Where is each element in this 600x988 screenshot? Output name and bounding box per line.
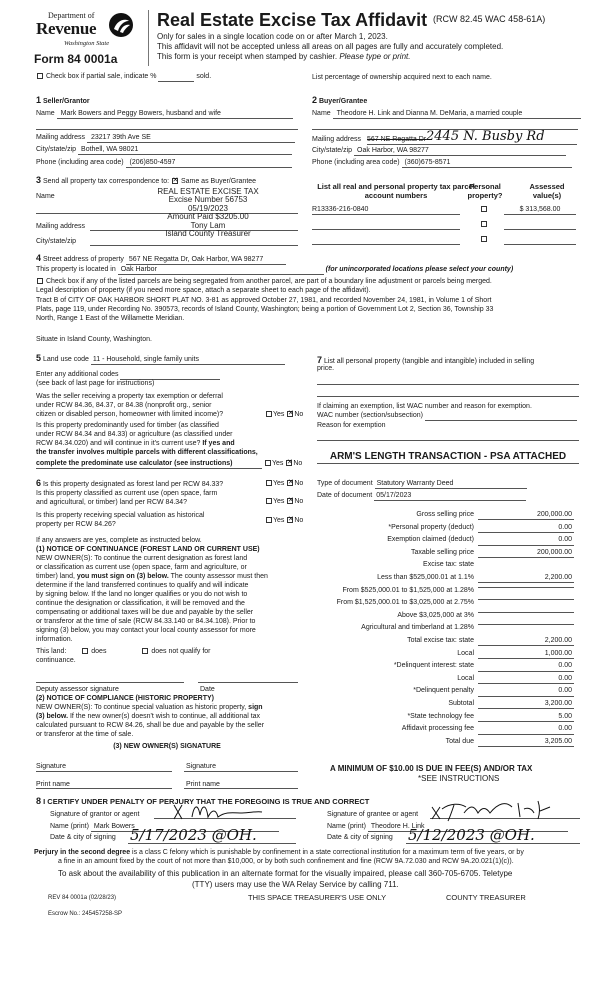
answers-note: If any answers are yes, complete as instructed below. (36, 537, 202, 544)
calc-label: Local (457, 649, 474, 657)
doc-type-label: Type of document (317, 480, 373, 487)
timber-q-c: RCW 84.34.020) and will continue in it's current use? (36, 440, 201, 447)
grantor-name-label: Name (print) (50, 823, 89, 830)
alternate-format-1: To ask about the availability of this publication in an alternate format for the visually impaired, please call 360-705-6705. Teletype (58, 869, 513, 878)
grantor-name-field[interactable]: Mark Bowers (91, 823, 279, 832)
located-field[interactable]: Oak Harbor (118, 266, 324, 275)
calc-label: *Delinquent interest: state (393, 662, 474, 670)
parcel-row (312, 206, 580, 218)
new-owner-signature-label-1: Signature (36, 763, 66, 770)
timber-q-a: Is this property predominantly used for timber (as classified (36, 422, 219, 429)
buyer-city-field[interactable]: Oak Harbor, WA 98277 (354, 147, 566, 156)
calc-label: Local (457, 674, 474, 682)
calc-value[interactable]: 200,000.00 (478, 549, 574, 558)
doc-type-field[interactable]: Statutory Warranty Deed (375, 480, 527, 489)
grantee-signature-icon (428, 797, 568, 823)
buyer-mail-handwritten: 2445 N. Busby Rd (426, 129, 545, 144)
deputy-signature-label: Deputy assessor signature (36, 686, 119, 693)
stamp-line-3: 05/19/2023 (187, 203, 229, 213)
buyer-name-label: Name (312, 110, 331, 117)
grantee-signature-label: Signature of grantee or agent (327, 811, 419, 818)
department-label: Department of (48, 11, 95, 20)
timber-q-b: under RCW 84.34 and 84.33) or agriculture (as classified under (36, 431, 233, 438)
land-use-field[interactable]: 11 - Household, single family units (91, 356, 285, 365)
segregation-label: Check box if any of the listed parcels are being segregated from another parcel, are part of a boundary line adjustment or parcels being merged. (45, 278, 492, 285)
seller-name-label: Name (36, 110, 55, 117)
header-note-3-italic: Please type or print. (339, 52, 411, 61)
calc-value[interactable]: 0.00 (478, 687, 574, 696)
buyer-name-field[interactable]: Theodore H. Link and Dianna M. DeMaria, a married couple (333, 110, 581, 119)
notice-1-line-7: compensating or additional taxes will be due and payable by the seller (36, 609, 254, 616)
perjury-line-1: is a class C felony which is punishable by confinement in a state correctional institution for a maximum term of five years, or by (132, 849, 524, 856)
calc-value[interactable]: 1,000.00 (478, 650, 574, 659)
notice-1-line-3c: The county assessor must then (170, 573, 268, 580)
parcel-value[interactable]: $ 313,568.00 (504, 206, 576, 215)
stamp-line-1: REAL ESTATE EXCISE TAX (157, 187, 259, 196)
timber-yes-checkbox[interactable] (265, 460, 271, 466)
calc-value[interactable]: 3,205.00 (478, 738, 574, 747)
stamp-line-2: Excise Number 56753 (168, 195, 248, 205)
historic-no-label: No (294, 517, 304, 524)
historic-q-a: Is this property receiving special valuation as historical (36, 512, 205, 519)
buyer-heading: Buyer/Grantee (318, 98, 368, 105)
land-use-label: Land use code (42, 356, 89, 363)
section-2-number: 2 (312, 95, 318, 105)
unincorporated-note: (for unincorporated locations please select your county) (325, 266, 514, 273)
correspondence-mail-label: Mailing address (36, 223, 86, 230)
header-note-1: Only for sales in a single location code on or after March 1, 2023. (157, 32, 388, 41)
calc-value[interactable]: 3,200.00 (478, 700, 574, 709)
perjury-bold: Perjury in the second degree (34, 849, 131, 856)
correspondence-label: Send all property tax correspondence to: (42, 178, 170, 185)
buyer-phone-label: Phone (including area code) (312, 159, 400, 166)
new-owner-signature-label-2: Signature (186, 763, 216, 770)
grantee-name-field[interactable]: Theodore H. Link (368, 823, 568, 832)
grantee-name-label: Name (print) (327, 823, 366, 830)
reason-label: Reason for exemption (317, 422, 386, 429)
perjury-line-2: a fine in an amount fixed by the court of not more than $10,000, or by both such confinement and fine (RCW 9A.72.030 and RCW 9A.20.021(1)(c)). (58, 858, 514, 865)
parcel-personal-checkbox-1[interactable] (481, 206, 487, 212)
does-qualify-checkbox[interactable] (82, 648, 88, 654)
seller-phone-field[interactable]: (206)850-4597 (126, 159, 292, 168)
exemption-no-label: No (294, 411, 304, 418)
grantor-date-label: Date & city of signing (50, 834, 116, 841)
calc-value[interactable] (478, 624, 574, 625)
calc-label: From $1,525,000.01 to $3,025,000 at 2.75% (336, 599, 474, 607)
notice-1-line-8: or transferor at the time of sale (RCW 84.33.140 or 84.34.108). Prior to (36, 618, 256, 625)
notice-1-line-3b: you must sign on (3) below. (76, 573, 169, 580)
grantee-date-handwritten: 5/12/2023 @OH. (408, 826, 535, 844)
stamp-line-6: Island County Treasurer (165, 228, 251, 238)
additional-codes-field[interactable] (120, 371, 220, 380)
partial-sale-checkbox[interactable] (37, 73, 43, 79)
same-as-buyer-checkbox[interactable] (172, 178, 178, 184)
this-land-label: This land: (36, 648, 67, 655)
exemption-q-1b: under RCW 84.36, 84.37, or 84.38 (nonprofit org., senior (36, 402, 212, 409)
arms-length-field[interactable] (317, 451, 579, 464)
same-as-buyer-label: Same as Buyer/Grantee (180, 178, 257, 185)
wac-field[interactable] (425, 412, 577, 421)
partial-percent-field[interactable] (158, 73, 194, 82)
calc-value[interactable]: 5.00 (478, 713, 574, 722)
notice-2-line-2b: If the new owner(s) doesn't wish to continue, all additional tax (69, 713, 261, 720)
calc-value[interactable] (478, 587, 574, 588)
stamp-line-5: Tony Lam (190, 220, 226, 230)
parcel-personal-checkbox-3[interactable] (481, 236, 487, 242)
section-7-number: 7 (317, 355, 323, 365)
doc-date-field[interactable]: 05/17/2023 (374, 492, 526, 501)
grantee-date-label: Date & city of signing (327, 834, 393, 841)
calc-value[interactable] (478, 599, 574, 600)
see-instructions: *SEE INSTRUCTIONS (418, 774, 500, 783)
notice-1-line-5: by signing below. If the land no longer qualifies or you do not wish to (36, 591, 248, 598)
certify-statement: I CERTIFY UNDER PENALTY OF PERJURY THAT THE FOREGOING IS TRUE AND CORRECT (43, 797, 370, 806)
alternate-format-2: (TTY) users may use the WA Relay Service by calling 711. (192, 880, 399, 889)
located-label: This property is located in (36, 266, 116, 273)
section-6-number: 6 (36, 478, 42, 488)
calc-label: Taxable selling price (410, 548, 474, 556)
calc-label: Total due (445, 737, 474, 745)
rcw-reference: (RCW 82.45 WAC 458-61A) (433, 14, 546, 24)
legal-description-2: Plats, page 119, under Recording No. 390573, records of Island County, Washington; being a portion of Government Lot 2, Section 36, Township 33 (36, 306, 494, 313)
doc-date-label: Date of document (317, 492, 373, 499)
grantor-signature-label: Signature of grantor or agent (50, 811, 140, 818)
notice-2-line-4: or transferor at the time of sale. (36, 731, 134, 738)
partial-sold-label: sold. (196, 73, 212, 80)
notice-2-line-3: calculated pursuant to RCW 84.26, shall be due and payable by the seller (36, 722, 265, 729)
buyer-city-label: City/state/zip (312, 147, 353, 154)
notice-1-line-10: information. (36, 636, 73, 643)
historic-yes-checkbox[interactable] (266, 517, 272, 523)
forest-no-label: No (294, 480, 304, 487)
notice-2-title: (2) NOTICE OF COMPLIANCE (HISTORIC PROPERTY) (36, 695, 214, 702)
section-1-number: 1 (36, 95, 42, 105)
legal-description-label: Legal description of property (if you need more space, attach a separate sheet to each page of the affidavit). (36, 287, 371, 294)
historic-yes-label: Yes (273, 517, 285, 524)
buyer-phone-field[interactable]: (360)675-8571 (402, 159, 572, 168)
deputy-date-label: Date (200, 686, 215, 693)
form-title: Real Estate Excise Tax Affidavit (157, 10, 428, 30)
header-note-2: This affidavit will not be accepted unless all areas on all pages are fully and accurately completed. (157, 42, 504, 51)
forest-q: Is this property designated as forest land per RCW 84.33? (42, 481, 224, 488)
calc-value[interactable]: 0.00 (478, 524, 574, 533)
treasurer-only: THIS SPACE TREASURER'S USE ONLY (248, 893, 387, 902)
seller-mail-field[interactable]: 23217 39th Ave SE (87, 134, 295, 143)
partial-sale-label: Check box if partial sale, indicate % (45, 73, 157, 80)
calc-label: Total excise tax: state (407, 637, 474, 644)
grantor-signature-icon (170, 799, 280, 823)
buyer-mail-struck: 567 NE Regatta Dr (366, 136, 427, 143)
notice-2-line-1a: NEW OWNER(S): To continue special valuation as historic property, (36, 704, 247, 711)
notice-1-line-1: NEW OWNER(S): To continue the current designation as forest land (36, 555, 248, 562)
notice-1-line-4: determine if the land transferred continues to qualify and will indicate (36, 582, 249, 589)
current-use-yes-label: Yes (273, 498, 285, 505)
calc-label: Exemption claimed (deduct) (387, 536, 474, 544)
notice-2-line-1b: sign (248, 704, 263, 711)
parcel-number[interactable]: R13336-216-0840 (312, 206, 460, 215)
exemption-yes-label: Yes (273, 411, 285, 418)
personal-property-label-b: price. (317, 365, 335, 372)
new-owner-print-label-1: Print name (36, 781, 70, 788)
timber-no-label: No (293, 460, 303, 467)
does-not-label: does not qualify for (151, 648, 211, 655)
seller-name-field[interactable]: Mark Bowers and Peggy Bowers, husband and wife (57, 110, 293, 119)
current-use-no-checkbox[interactable] (287, 498, 293, 504)
notice-2-line-2a: (3) below. (36, 713, 69, 720)
calc-value[interactable]: 2,200.00 (478, 637, 574, 646)
calc-label: Agricultural and timberland at 1.28% (361, 624, 474, 632)
revenue-label: Revenue (36, 19, 97, 38)
current-use-yes-checkbox[interactable] (266, 498, 272, 504)
calc-value[interactable] (478, 612, 574, 613)
exemption-q-1c: citizen or disabled person, homeowner with limited income)? (36, 411, 224, 418)
treasurer-stamp (135, 188, 281, 238)
minimum-due: A MINIMUM OF $10.00 IS DUE IN FEE(S) AND/OR TAX (330, 764, 533, 773)
exemption-yes-checkbox[interactable] (266, 411, 272, 417)
personal-property-label: List all personal property (tangible and intangible) included in selling (323, 358, 535, 365)
additional-codes-label: Enter any additional codes (36, 371, 119, 378)
forest-yes-checkbox[interactable] (266, 480, 272, 486)
calc-label: Less than $525,000.01 at 1.1% (377, 574, 474, 581)
claim-exemption-label: If claiming an exemption, list WAC number and reason for exemption. (317, 403, 532, 410)
parcel-col-personal: Personal property? (467, 182, 503, 200)
timber-q-bold-b: the transfer involves multiple parcels with different classifications, (36, 449, 258, 456)
new-owner-print-label-2: Print name (186, 781, 220, 788)
segregation-checkbox[interactable] (37, 278, 43, 284)
does-not-qualify-checkbox[interactable] (142, 648, 148, 654)
calc-value[interactable]: 0.00 (478, 536, 574, 545)
section-4-number: 4 (36, 253, 42, 263)
calc-value[interactable]: 2,200.00 (478, 574, 574, 583)
additional-codes-note: (see back of last page for instructions) (36, 380, 155, 387)
form-number: Form 84 0001a (34, 52, 118, 66)
ownership-note: List percentage of ownership acquired next to each name. (312, 74, 492, 81)
continuance-label: continuance. (36, 657, 76, 664)
escrow-number: Escrow No.: 245457258-SP (48, 911, 123, 917)
seller-phone-label: Phone (including area code) (36, 159, 124, 166)
forest-yes-label: Yes (273, 480, 285, 487)
seller-mail-label: Mailing address (36, 134, 86, 141)
calc-label: Affidavit processing fee (401, 725, 474, 733)
notice-1-line-6: continue the designation or classification, it will be removed and the (36, 600, 245, 607)
buyer-mail-label: Mailing address (312, 136, 362, 143)
forest-no-checkbox[interactable] (287, 480, 293, 486)
rev-number: REV 84 0001a (02/28/23) (48, 895, 117, 901)
revenue-logo-icon (108, 12, 134, 38)
calc-label: *Personal property (deduct) (388, 523, 474, 531)
calc-label: From $525,000.01 to $1,525,000 at 1.28% (342, 586, 474, 594)
historic-no-checkbox[interactable] (287, 517, 293, 523)
street-label: Street address of property (42, 256, 124, 263)
section-5-number: 5 (36, 353, 42, 363)
section-8-number: 8 (36, 796, 42, 806)
seller-city-label: City/state/zip (36, 146, 77, 153)
wac-label: WAC number (section/subsection) (317, 412, 423, 419)
county-treasurer: COUNTY TREASURER (446, 893, 526, 902)
seller-heading: Seller/Grantor (42, 98, 90, 105)
correspondence-name-label: Name (36, 193, 55, 200)
current-use-q-b: and agricultural, or timber) land per RCW 84.34? (36, 499, 187, 506)
arms-length-text: ARM'S LENGTH TRANSACTION - PSA ATTACHED (329, 451, 567, 462)
notice-1-line-9: signing (3) below, you may contact your local county assessor for more (36, 627, 256, 634)
parcel-personal-checkbox-2[interactable] (481, 221, 487, 227)
calc-value[interactable]: 0.00 (478, 725, 574, 734)
timber-no-checkbox[interactable] (286, 460, 292, 466)
parcel-col-numbers: List all real and personal property tax parcel account numbers (317, 182, 475, 200)
grantor-date-handwritten: 5/17/2023 @OH. (130, 826, 257, 844)
notice-1-line-2: or classification as current use (open space, farm and agriculture, or (36, 564, 247, 571)
legal-description-3: North, Range 1 East of the Willamette Meridian. (36, 315, 185, 322)
calc-value[interactable]: 0.00 (478, 662, 574, 671)
calc-value[interactable]: 200,000.00 (478, 511, 574, 520)
calc-label: Excise tax: state (423, 561, 474, 569)
calc-label: Subtotal (448, 700, 474, 707)
stamp-line-4: Amount Paid $3205.00 (167, 212, 249, 222)
state-label: Washington State (64, 40, 110, 47)
correspondence-city-label: City/state/zip (36, 238, 77, 245)
calc-label: Gross selling price (416, 511, 474, 518)
does-label: does (91, 648, 107, 655)
notice-3-title: (3) NEW OWNER(S) SIGNATURE (113, 743, 221, 750)
calc-label: *Delinquent penalty (413, 687, 474, 695)
timber-q-bold-c: complete the predominate use calculator (see instructions) (36, 460, 262, 469)
exemption-q-1a: Was the seller receiving a property tax exemption or deferral (36, 393, 223, 400)
header-note-3: This form is your receipt when stamped by cashier. (157, 52, 338, 61)
exemption-no-checkbox[interactable] (287, 411, 293, 417)
timber-q-bold-a: If yes and (202, 440, 235, 447)
legal-description-4: Situate in Island County, Washington. (36, 336, 152, 343)
timber-yes-label: Yes (271, 460, 284, 467)
current-use-q-a: Is this property classified as current use (open space, farm (36, 490, 218, 497)
current-use-no-label: No (294, 498, 304, 505)
calc-label: *State technology fee (407, 712, 474, 720)
seller-city-field[interactable]: Bothell, WA 98021 (78, 146, 292, 155)
notice-1-line-3a: timber) land, (36, 573, 75, 580)
historic-q-b: property per RCW 84.26? (36, 521, 116, 528)
parcel-col-value: Assessed value(s) (529, 182, 565, 200)
header-logo (34, 10, 134, 50)
notice-1-title: (1) NOTICE OF CONTINUANCE (FOREST LAND OR CURRENT USE) (36, 546, 260, 553)
calc-value[interactable]: 0.00 (478, 675, 574, 684)
street-field[interactable]: 567 NE Regatta Dr, Oak Harbor, WA 98277 (126, 256, 286, 265)
section-3-number: 3 (36, 175, 42, 185)
legal-description-1: Tract B of CITY OF OAK HARBOR SHORT PLAT NO. 3-81 as approved October 27, 1981, and recorded November 24, 1981, in Volume 1 of Short (36, 297, 492, 304)
calc-label: Above $3,025,000 at 3% (397, 611, 474, 619)
